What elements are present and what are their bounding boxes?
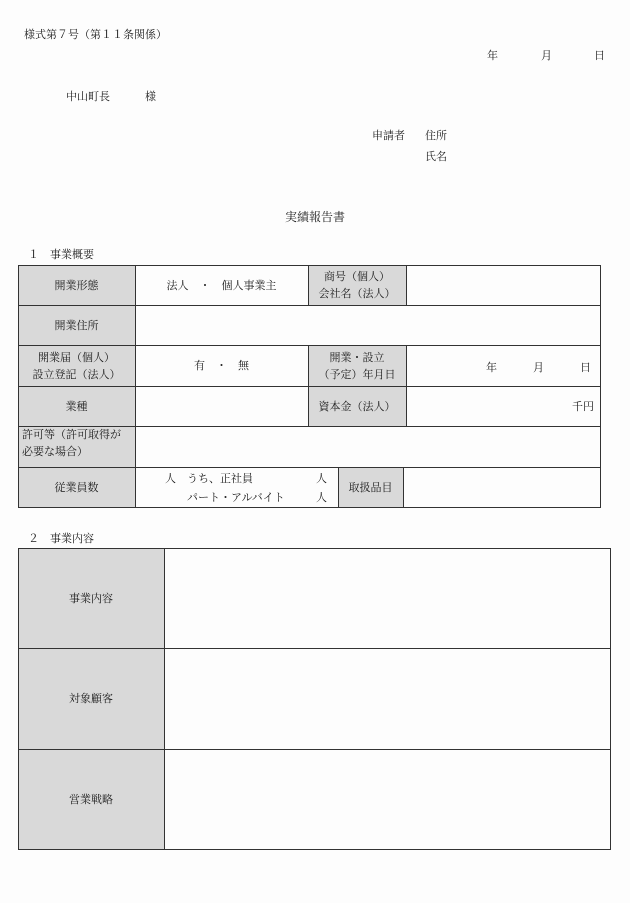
table1-line xyxy=(18,507,601,508)
employees-parttime-unit: 人 xyxy=(316,491,327,504)
table1-line xyxy=(406,345,407,426)
target-customer-field[interactable] xyxy=(164,648,610,749)
permit-label-1: 許可等（許可取得が xyxy=(22,428,121,441)
table1-line xyxy=(18,265,600,266)
business-address-label-cell: 開業住所 xyxy=(18,305,135,345)
opening-date-label-2: （予定）年月日 xyxy=(318,367,396,381)
trade-name-label-2: 会社名（法人） xyxy=(318,287,396,300)
table2-line xyxy=(18,749,611,750)
opening-date-month: 月 xyxy=(533,361,544,374)
table2-line xyxy=(610,548,611,850)
applicant-label: 申請者 xyxy=(372,129,405,142)
table1-line xyxy=(338,467,339,507)
products-label-cell: 取扱品目 xyxy=(338,467,403,507)
industry-field[interactable] xyxy=(135,386,308,426)
section2-heading: ２ 事業内容 xyxy=(28,532,94,545)
table1-line xyxy=(308,265,309,305)
opening-date-day: 日 xyxy=(580,361,591,374)
sales-strategy-field[interactable] xyxy=(164,749,610,849)
permit-label-cell xyxy=(18,426,135,467)
business-content-label-cell: 事業内容 xyxy=(18,548,164,648)
name-label: 氏名 xyxy=(425,150,447,163)
registration-label-cell xyxy=(18,345,135,386)
employees-label-cell: 従業員数 xyxy=(18,467,135,507)
capital-field[interactable] xyxy=(406,386,600,426)
business-form-options[interactable]: 法人 ・ 個人事業主 xyxy=(166,278,277,292)
table2-line xyxy=(18,849,611,850)
registration-label-2: 設立登記（法人） xyxy=(32,367,121,381)
addressee: 中山町長 xyxy=(66,90,110,103)
opening-date-year: 年 xyxy=(486,361,497,374)
opening-date-label-1: 開業・設立 xyxy=(329,350,385,364)
table1-line xyxy=(18,386,600,387)
trade-name-label-cell xyxy=(308,265,406,305)
target-customer-label-cell: 対象顧客 xyxy=(18,648,164,749)
date-day-label: 日 xyxy=(594,49,605,62)
employees-parttime-text: パート・アルバイト xyxy=(187,491,285,504)
address-label: 住所 xyxy=(425,129,447,142)
table2-line xyxy=(164,548,165,850)
table1-line xyxy=(403,467,404,507)
opening-date-label-cell xyxy=(308,345,406,386)
sales-strategy-label-cell: 営業戦略 xyxy=(18,749,164,849)
table2-line xyxy=(18,548,19,850)
table2-line xyxy=(18,548,611,549)
trade-name-field[interactable] xyxy=(406,265,600,305)
table1-line xyxy=(18,467,600,468)
table1-line xyxy=(135,265,136,507)
table1-line xyxy=(600,265,601,507)
capital-label-cell: 資本金（法人） xyxy=(308,386,406,426)
capital-unit: 千円 xyxy=(572,399,594,413)
table1-line xyxy=(18,305,600,306)
registration-label-1: 開業届（個人） xyxy=(38,350,115,364)
date-month-label: 月 xyxy=(541,49,552,62)
employees-total-text: 人 うち、正社員 xyxy=(165,472,253,485)
table2-line xyxy=(18,648,611,649)
business-content-field[interactable] xyxy=(164,548,610,648)
addressee-honorific: 様 xyxy=(145,90,156,103)
business-address-field[interactable] xyxy=(135,305,600,345)
table1-line xyxy=(18,265,19,507)
document-title: 実績報告書 xyxy=(285,210,346,224)
table1-line xyxy=(406,265,407,305)
industry-label-cell: 業種 xyxy=(18,386,135,426)
table1-line xyxy=(18,345,600,346)
permit-field[interactable] xyxy=(135,426,600,467)
employees-fulltime-unit: 人 xyxy=(316,472,327,485)
products-field[interactable] xyxy=(403,467,600,507)
table1-line xyxy=(18,426,600,427)
form-number: 様式第７号（第１１条関係） xyxy=(24,28,167,41)
trade-name-label-1: 商号（個人） xyxy=(324,270,390,283)
registration-options[interactable]: 有 ・ 無 xyxy=(194,359,249,372)
date-year-label: 年 xyxy=(487,49,498,62)
section1-heading: １ 事業概要 xyxy=(28,248,94,261)
permit-label-2: 必要な場合） xyxy=(22,445,88,458)
table1-line xyxy=(308,345,309,426)
business-form-label-cell: 開業形態 xyxy=(18,265,135,305)
